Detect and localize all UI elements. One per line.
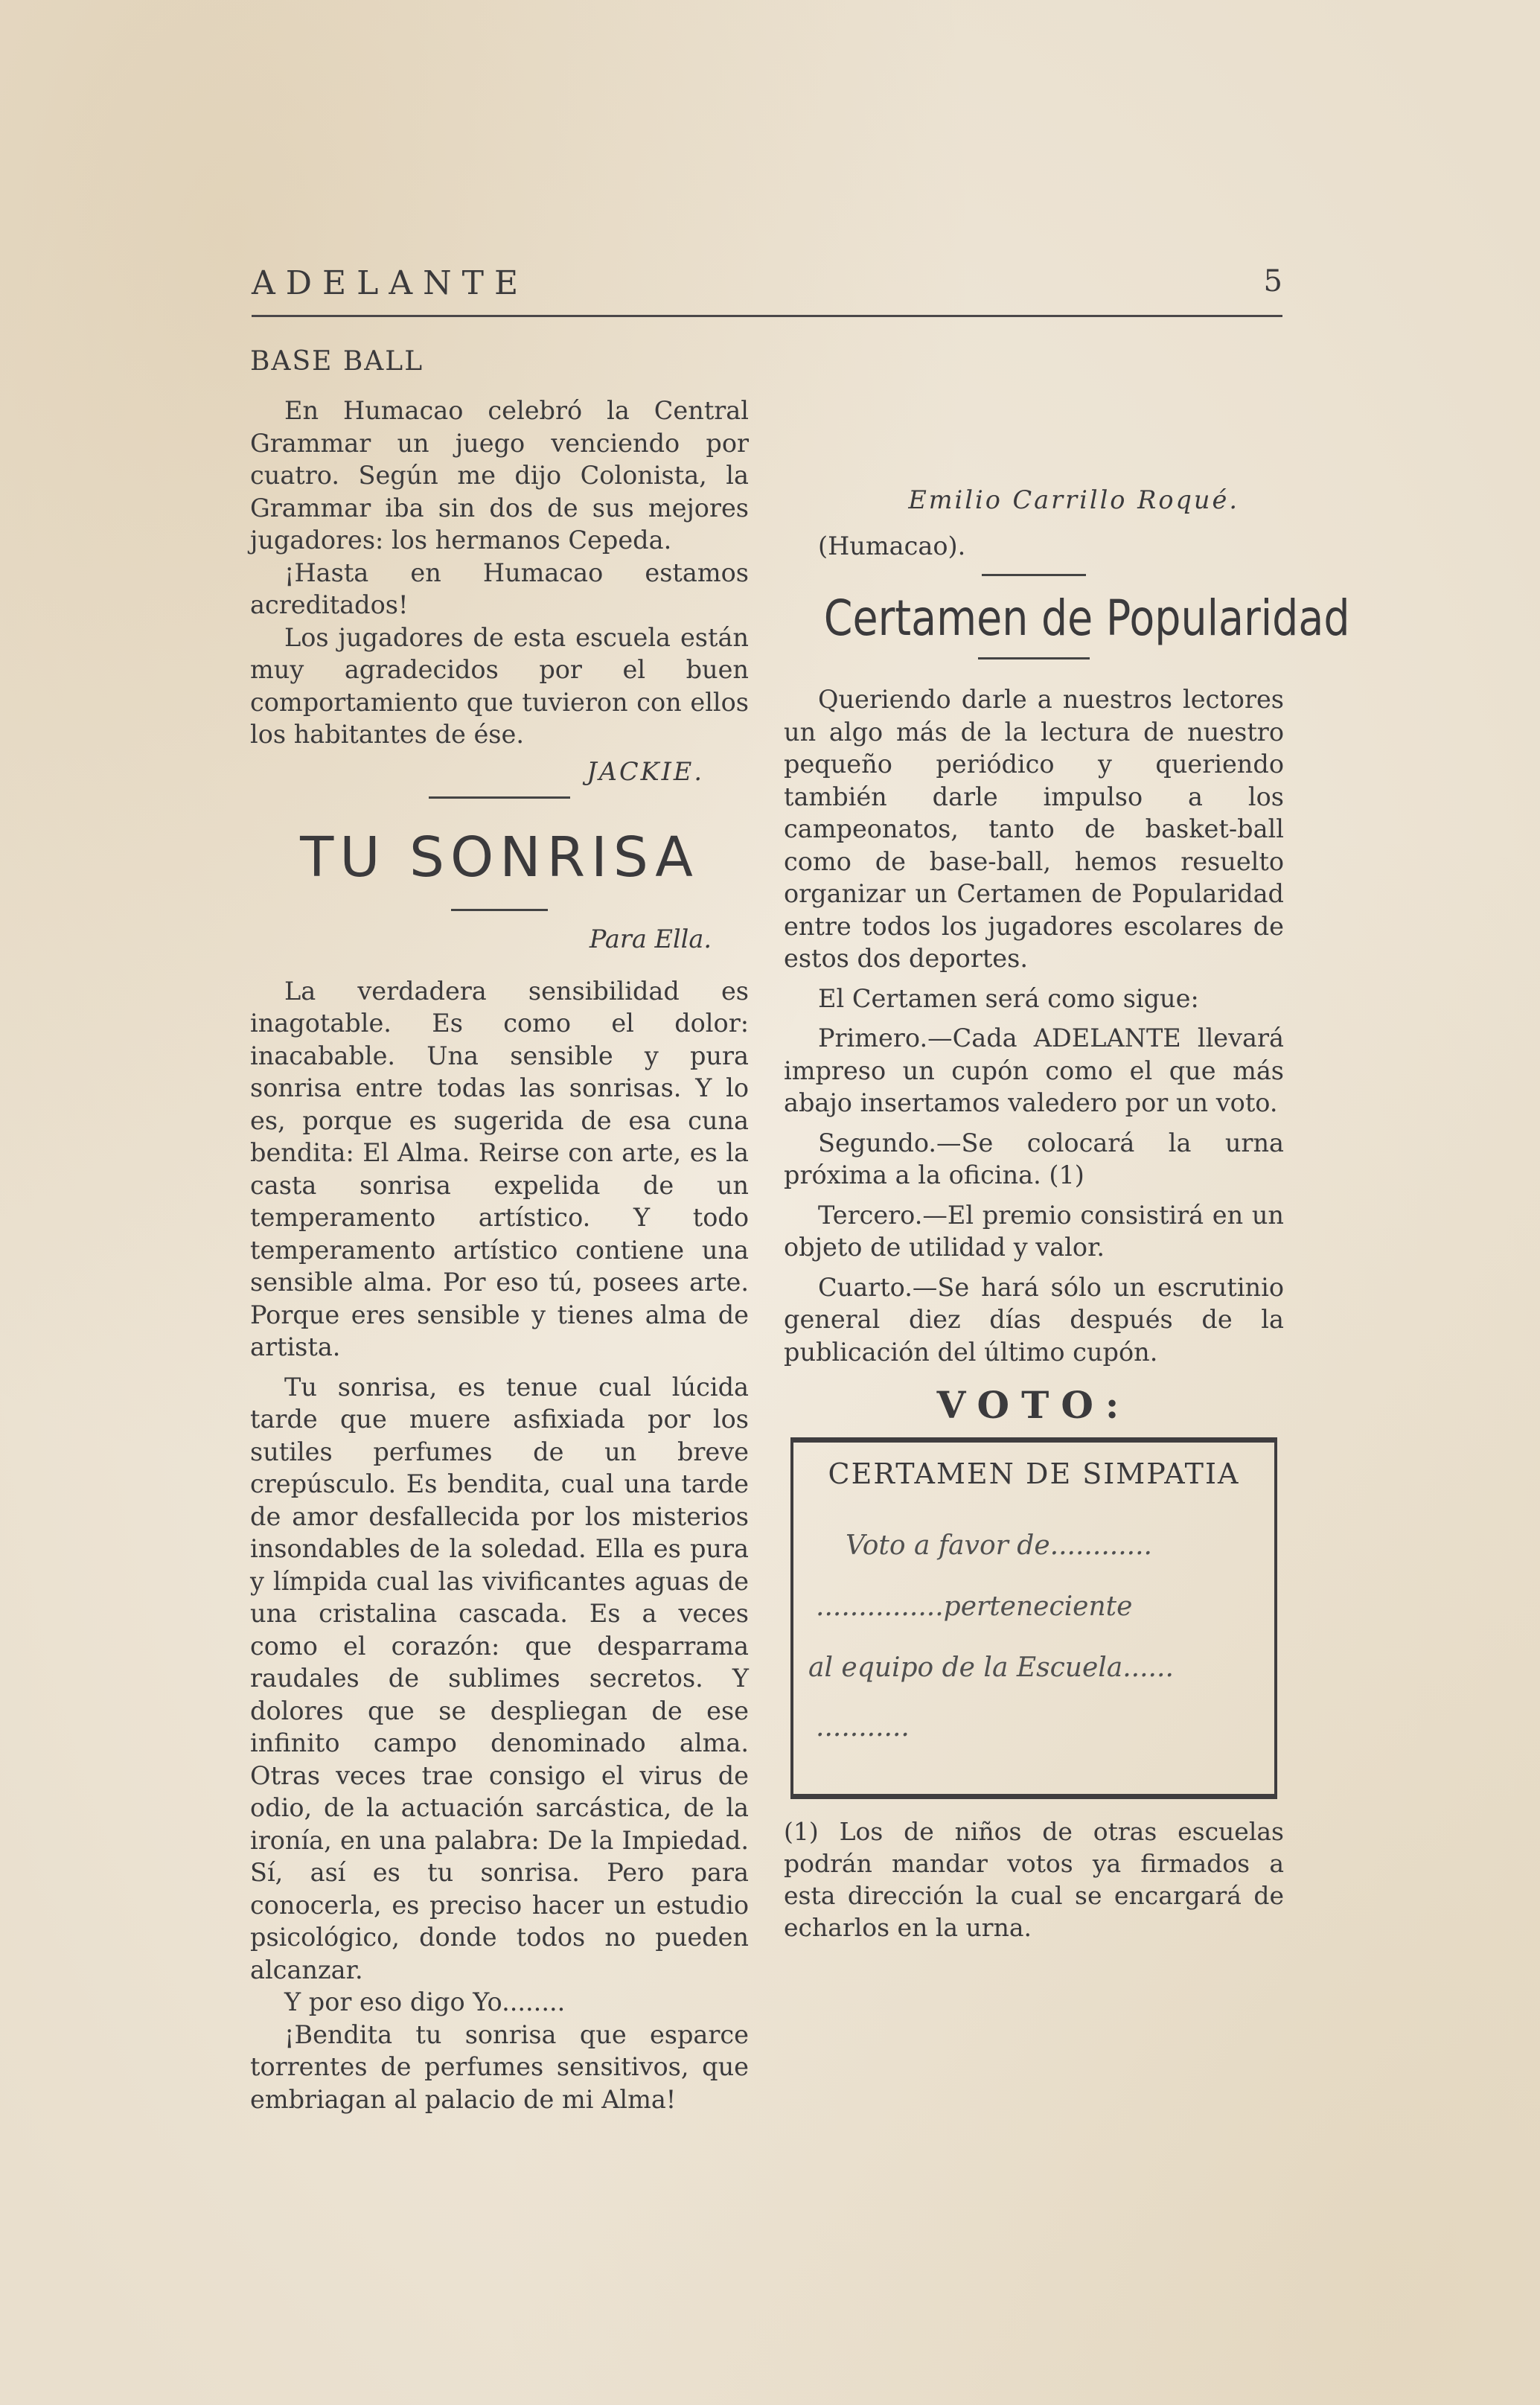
sonrisa-paragraph-3: Y por eso digo Yo........	[284, 1987, 566, 2016]
coupon-title: CERTAMEN DE SIMPATIA	[828, 1457, 1240, 1490]
certamen-title: Certamen de Popularidad	[823, 590, 1350, 647]
certamen-paragraph-5: Tercero.—El premio consistirá en un objeto de utilidad y valor.	[784, 1200, 1284, 1262]
certamen-paragraph-4: Segundo.—Se colocará la urna próxima a la oficina. (1)	[784, 1128, 1284, 1189]
coupon-line-1: Voto a favor de............	[846, 1530, 1152, 1561]
coupon-line-2: ...............perteneciente	[816, 1591, 1133, 1622]
baseball-paragraph-1: En Humacao celebró la Central Grammar un juego venciendo por cuatro. Según me dijo Colonista, la Grammar iba sin dos de sus mejores jugadores: los hermanos Cepeda.	[250, 396, 749, 555]
sonrisa-dedication: Para Ella.	[589, 924, 712, 954]
sonrisa-paragraph-1: La verdadera sensibilidad es inagotable. Es como el dolor: inacabable. Una sensible y pura sonrisa entre todas las sonrisas. Y lo es, porque es sugerida de esa cuna bendita: El Alma. Reirse con arte, es la casta sonrisa expelida de un temperamento artístico. Y todo temperamento artístico contiene una sensible alma. Por eso tú, posees arte. Porque eres sensible y tienes alma de artista.	[250, 976, 749, 1361]
sonrisa-signature: Emilio Carrillo Roqué.	[908, 485, 1239, 514]
certamen-paragraph-6: Cuarto.—Se hará sólo un escrutinio general diez días después de la publicación del último cupón.	[784, 1272, 1284, 1367]
divider	[978, 657, 1090, 659]
newspaper-title: ADELANTE	[252, 264, 529, 302]
right-column	[784, 346, 1350, 1944]
page-header	[252, 264, 1282, 317]
footnote: (1) Los de niños de otras escuelas podrán mandar votos ya firmados a esta dirección la cual se encargará de echarlos en la urna.	[784, 1817, 1284, 1942]
voto-heading: VOTO:	[936, 1383, 1131, 1427]
divider	[451, 909, 548, 911]
coupon-line-4: ...........	[816, 1712, 910, 1743]
certamen-paragraph-1: Queriendo darle a nuestros lectores un algo más de la lectura de nuestro pequeño periódico y queriendo también darle impulso a los campeonatos, tanto de basket-ball como de base-ball, hemos resuelto organizar un Certamen de Popularidad entre todos los jugadores escolares de estos dos deportes.	[784, 685, 1284, 973]
certamen-paragraph-3: Primero.—Cada ADELANTE llevará impreso un cupón como el que más abajo insertamos valedero por un voto.	[784, 1023, 1284, 1117]
baseball-heading: BASE BALL	[250, 346, 424, 377]
sonrisa-title: TU SONRISA	[300, 825, 699, 890]
divider	[429, 796, 570, 799]
baseball-paragraph-3: Los jugadores de esta escuela están muy agradecidos por el buen comportamiento que tuvieron con ellos los habitantes de ése.	[250, 622, 749, 749]
coupon-line-3: al equipo de la Escuela......	[808, 1652, 1174, 1683]
baseball-signature: JACKIE.	[587, 756, 704, 786]
page-number: 5	[1263, 264, 1282, 298]
vote-coupon	[790, 1437, 1277, 1799]
certamen-paragraph-2: El Certamen será como sigue:	[818, 983, 1199, 1013]
baseball-paragraph-2: ¡Hasta en Humacao estamos acreditados!	[250, 558, 749, 619]
left-column	[250, 346, 749, 2115]
sonrisa-place: (Humacao).	[818, 531, 966, 560]
sonrisa-paragraph-4: ¡Bendita tu sonrisa que esparce torrentes de perfumes sensitivos, que embriagan al palacio de mi Alma!	[250, 2019, 749, 2114]
divider	[982, 574, 1086, 576]
sonrisa-paragraph-2: Tu sonrisa, es tenue cual lúcida tarde que muere asfixiada por los sutiles perfumes de un breve crepúsculo. Es bendita, cual una tarde de amor desfallecida por los misterios insondables de la soledad. Ella es pura y límpida cual las vivificantes aguas de una cristalina cascada. Es a veces como el corazón: que desparrama raudales de sublimes secretos. Y dolores que se despliegan de ese infinito campo denominado alma. Otras veces trae consigo el virus de odio, de la actuación sarcástica, de la ironía, en una palabra: De la Impiedad. Sí, así es tu sonrisa. Pero para conocerla, es preciso hacer un estudio psicológico, donde todos no pueden alcanzar.	[250, 1372, 749, 1984]
